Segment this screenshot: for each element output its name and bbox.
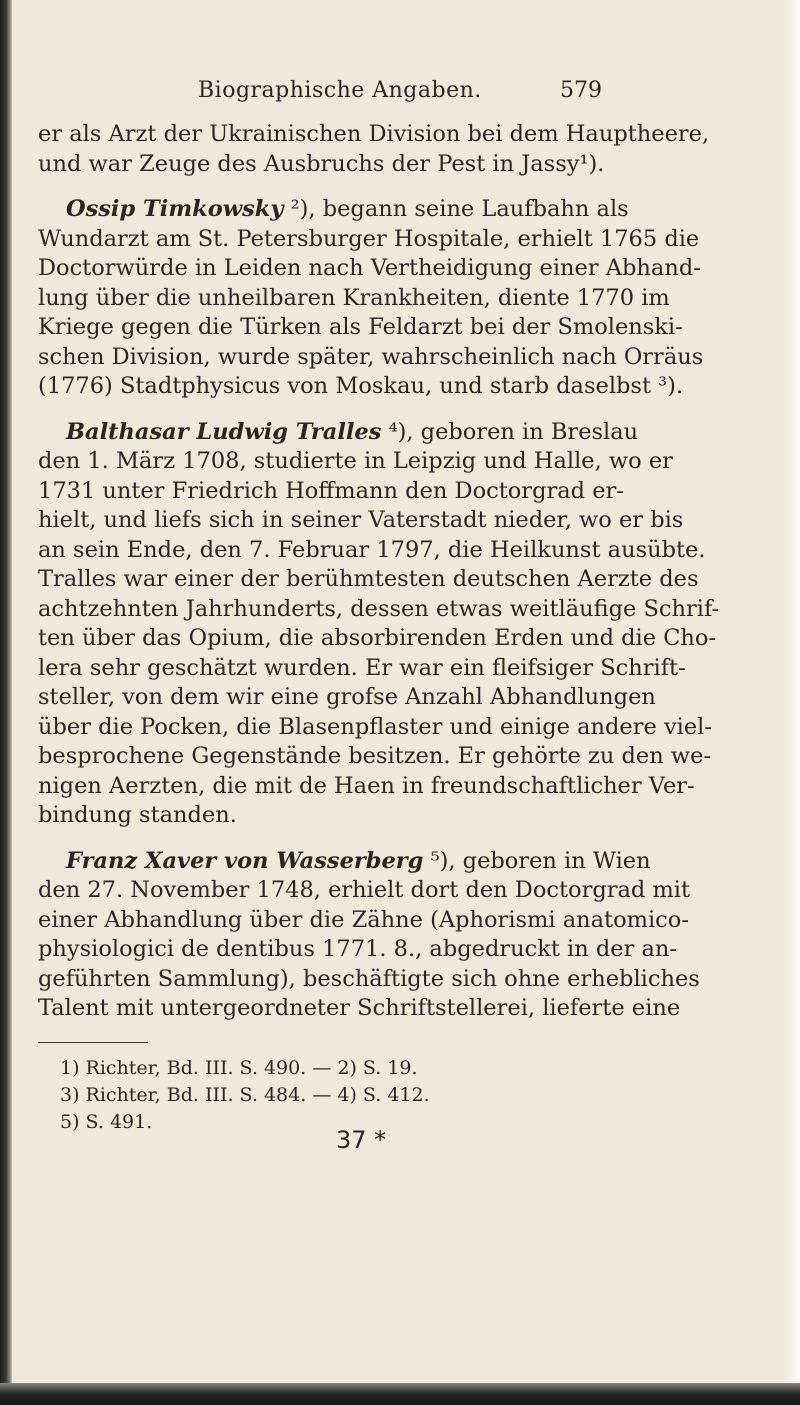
text-line: steller, von dem wir eine grofse Anzahl Abhandlungen	[38, 684, 656, 710]
footnotes	[38, 1055, 780, 1136]
text-line: ten über das Opium, die absorbirenden Erden und die Cho-	[38, 625, 717, 651]
text-line: Kriege gegen die Türken als Feldarzt bei der Smolenski-	[38, 314, 683, 340]
text-line: hielt, und liefs sich in seiner Vaterstadt nieder, wo er bis	[38, 507, 684, 533]
text-line: schen Division, wurde später, wahrscheinlich nach Orräus	[38, 343, 704, 370]
book-page	[38, 78, 780, 1154]
text-line: an sein Ende, den 7. Februar 1797, die Heilkunst ausübte.	[38, 536, 706, 563]
running-head	[38, 78, 780, 120]
text-line: achtzehnten Jahrhunderts, dessen etwas weitläufige Schrif-	[38, 595, 720, 622]
footnote-line: 5) S. 491.	[60, 1110, 153, 1133]
text-line: lung über die unheilbaren Krankheiten, diente 1770 im	[38, 284, 670, 311]
footnote-line: 3) Richter, Bd. III. S. 484. — 4) S. 412.	[60, 1083, 430, 1106]
person-name: Ossip Timkowsky	[66, 196, 284, 222]
text-fragment: ⁴), geboren in Breslau	[388, 418, 639, 445]
running-title: Biographische Angaben.	[198, 78, 482, 103]
text-fragment: ⁵), geboren in Wien	[430, 847, 651, 874]
signature-mark: 37 *	[336, 1126, 387, 1154]
text-line: über die Pocken, die Blasenpflaster und einige andere viel-	[38, 713, 712, 740]
paragraph-timkowsky	[38, 195, 780, 402]
page-right-edge	[782, 0, 800, 1405]
text-line	[38, 847, 780, 877]
text-line: den 27. November 1748, erhielt dort den Doctorgrad mit	[38, 877, 691, 903]
text-line	[38, 195, 780, 225]
footnote-line: 1) Richter, Bd. III. S. 490. — 2) S. 19.	[60, 1056, 418, 1079]
text-line: geführten Sammlung), beschäftigte sich ohne erhebliches	[38, 965, 700, 992]
paragraph-continuation	[38, 120, 780, 179]
text-line: (1776) Stadtphysicus von Moskau, und starb daselbst ³).	[38, 373, 684, 399]
text-line: einer Abhandlung über die Zähne (Aphorismi anatomico-	[38, 906, 689, 933]
text-line: nigen Aerzten, die mit de Haen in freundschaftlicher Ver-	[38, 772, 695, 799]
text-line: den 1. März 1708, studierte in Leipzig und Halle, wo er	[38, 448, 673, 474]
text-line: Tralles war einer der berühmtesten deutschen Aerzte des	[38, 566, 699, 592]
text-line: Doctorwürde in Leiden nach Vertheidigung einer Abhand-	[38, 255, 701, 281]
text-fragment: ²), begann seine Laufbahn als	[290, 196, 629, 222]
text-line: physiologici de dentibus 1771. 8., abgedruckt in der an-	[38, 936, 678, 962]
text-line: Talent mit untergeordneter Schriftstellerei, lieferte eine	[38, 995, 681, 1021]
scan-bottom-edge	[0, 1383, 800, 1405]
text-line: besprochene Gegenstände besitzen. Er gehörte zu den we-	[38, 743, 712, 769]
text-line: er als Arzt der Ukrainischen Division bei dem Hauptheere,	[38, 121, 710, 147]
text-line: Wundarzt am St. Petersburger Hospitale, erhielt 1765 die	[38, 225, 700, 252]
text-line: bindung standen.	[38, 802, 237, 828]
text-line: 1731 unter Friedrich Hoffmann den Doctorgrad er-	[38, 477, 624, 504]
footnote-rule	[38, 1042, 148, 1043]
paragraph-wasserberg	[38, 847, 780, 1024]
page-number: 579	[560, 78, 602, 103]
text-line	[38, 418, 780, 448]
person-name: Franz Xaver von Wasserberg	[66, 847, 424, 874]
text-line: lera sehr geschätzt wurden. Er war ein fleifsiger Schrift-	[38, 654, 686, 681]
text-line: und war Zeuge des Ausbruchs der Pest in Jassy¹).	[38, 150, 605, 177]
book-binding-edge	[0, 0, 12, 1405]
person-name: Balthasar Ludwig Tralles	[66, 418, 382, 445]
paragraph-tralles	[38, 418, 780, 831]
